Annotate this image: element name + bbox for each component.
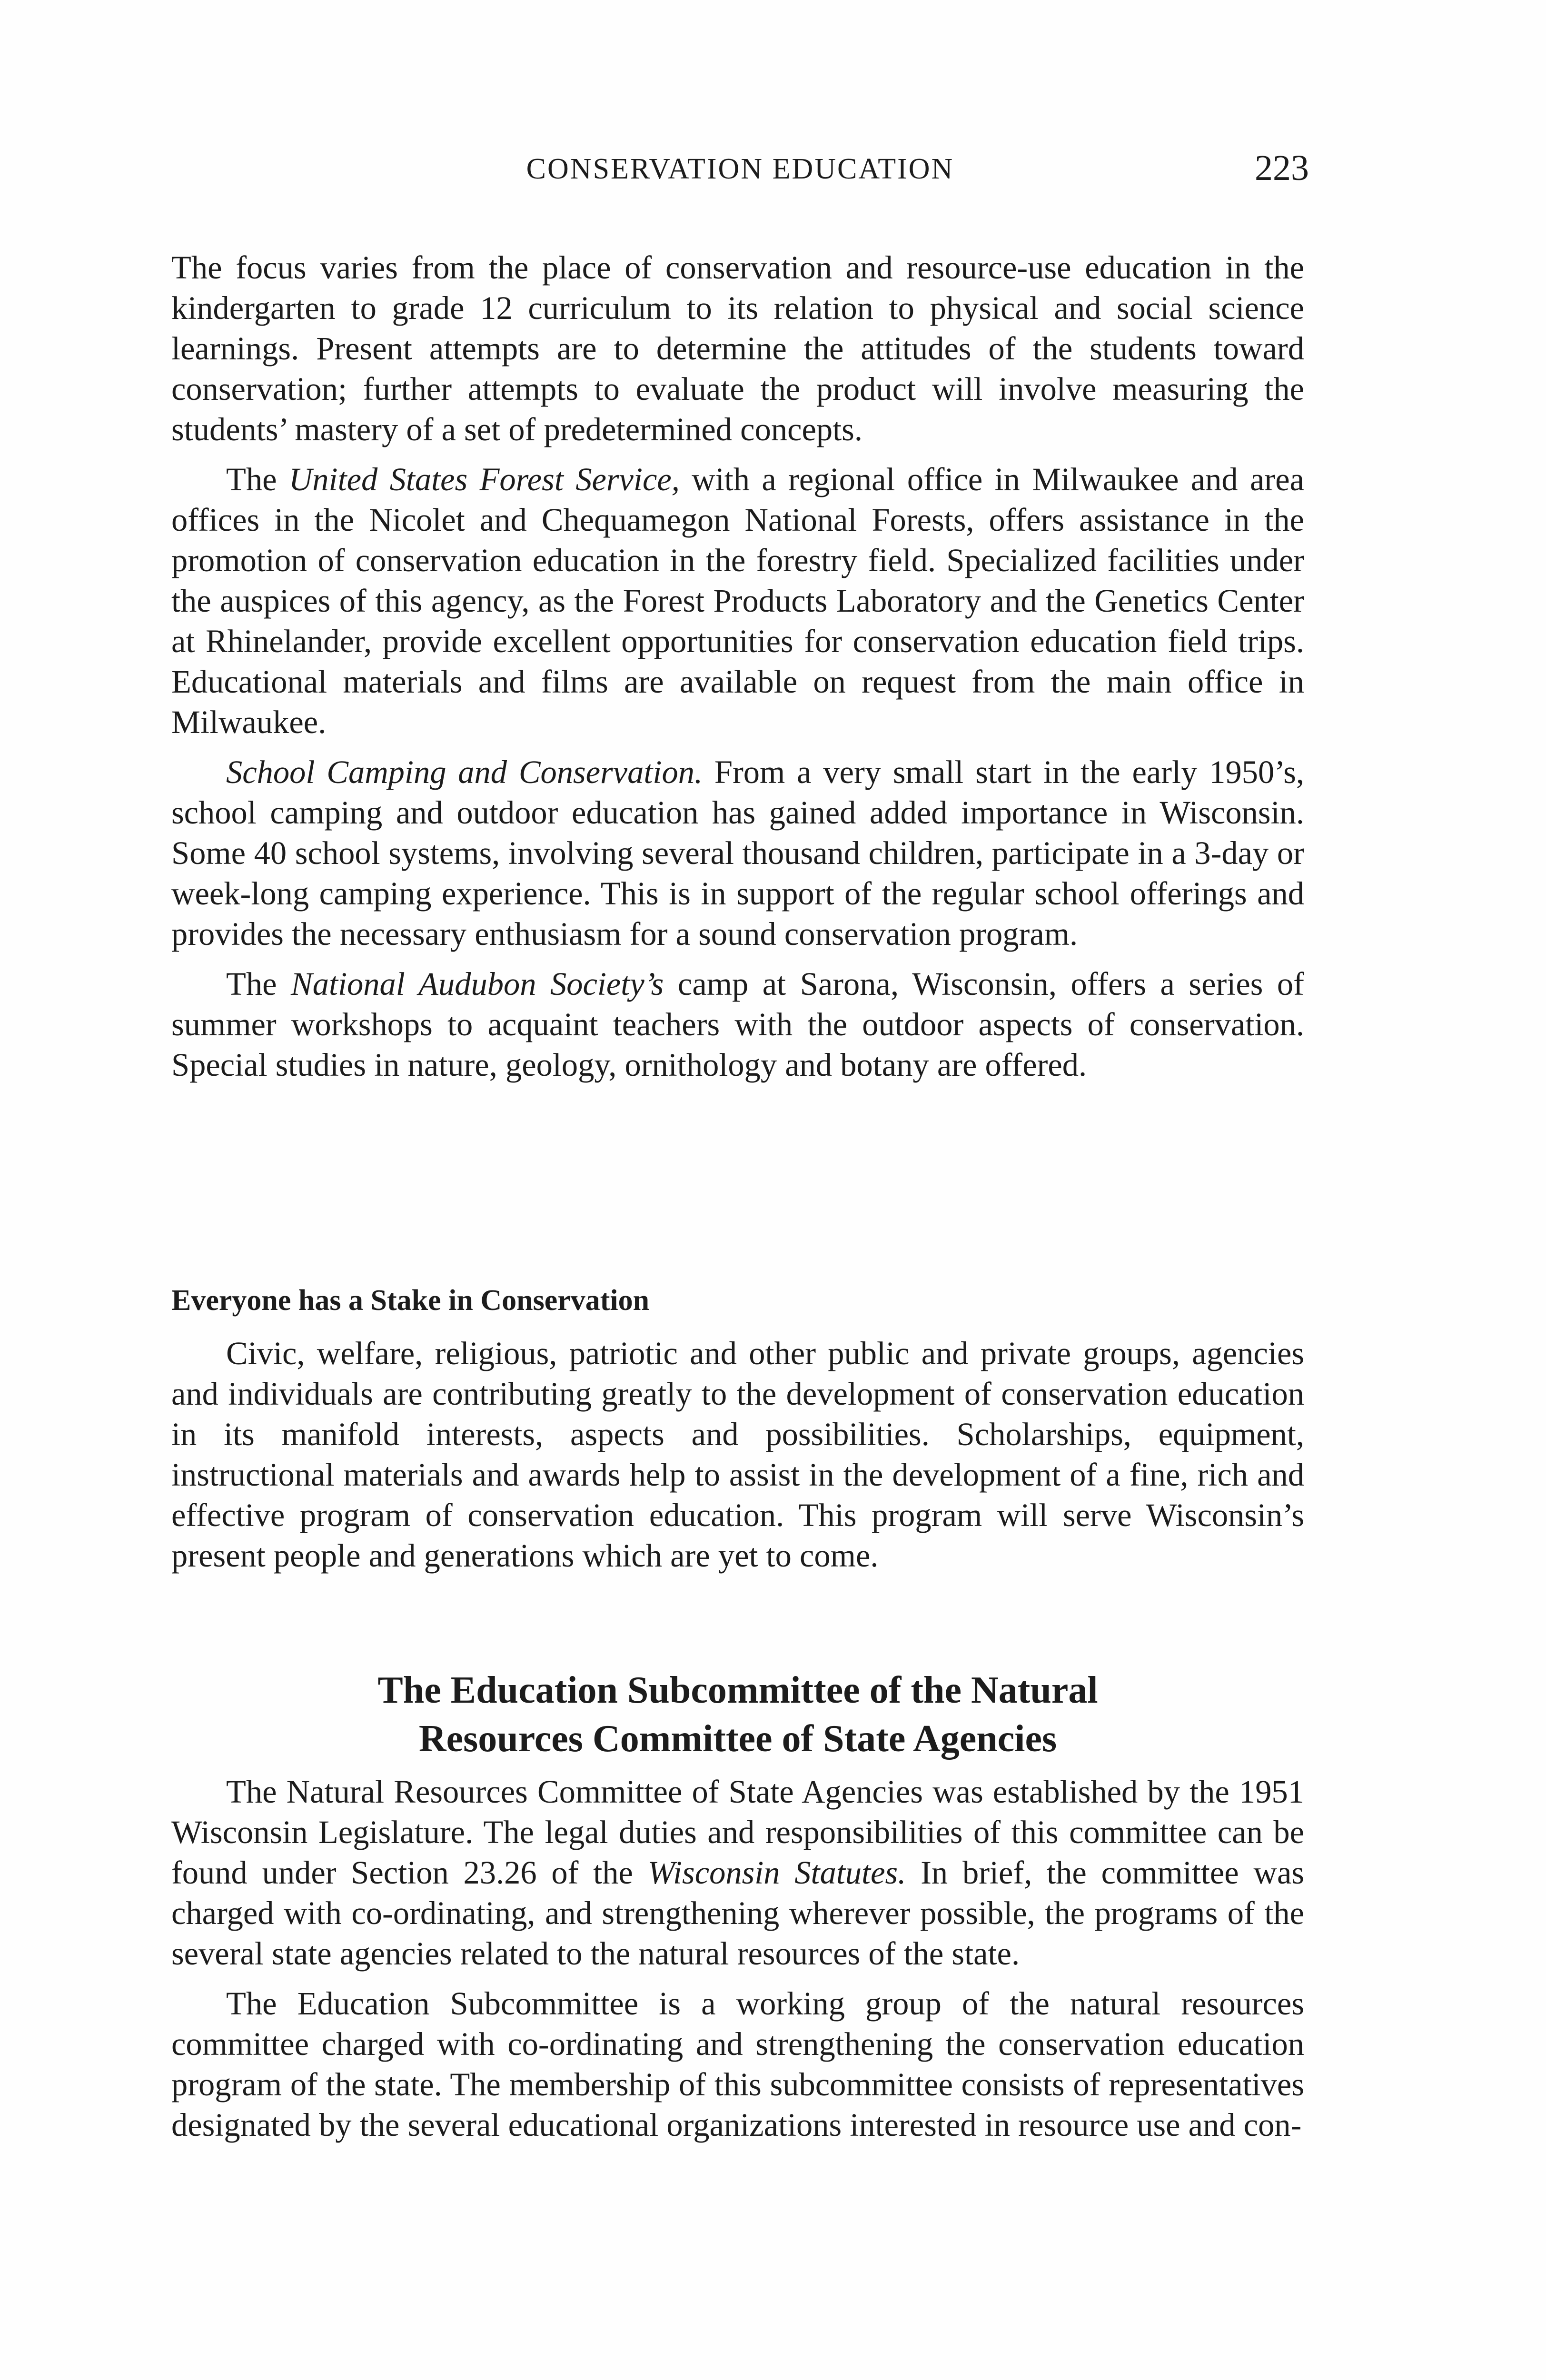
page-number: 223: [1255, 148, 1309, 188]
paragraph-body-text: with a regional office in Milwaukee and area offices in the Nicolet and Chequamegon National Forests, offers assistance in the promotion of conservation education in the forestry field. Specialized facilities under the auspices of this agency, as the Forest Products Laboratory and the Genetics Center at Rhinelander, provide excellent opportunities for conservation education field trips. Educational materials and films are available on request from the main office in Milwaukee.: [171, 461, 1305, 740]
body-text-stake: [171, 1280, 1304, 1576]
paragraph-focus: The focus varies from the place of conservation and resource-use education in the kindergarten to grade 12 curriculum to its relation to physical and social science learnings. Present attempts are to determine the attitudes of the students toward conservation; further attempts to evaluate the product will involve measuring the students’ mastery of a set of predetermined concepts.: [171, 249, 1304, 447]
subcommittee-title: [171, 1666, 1304, 1763]
paragraph-body-text: camp at Sarona, Wisconsin, offers a series of summer workshops to acquaint teachers with the outdoor aspects of conservation. Special studies in nature, geology, ornithology and botany are offered.: [171, 966, 1304, 1083]
paragraph-lead-text: The: [226, 966, 291, 1002]
paragraph-forest-service: [171, 459, 1304, 743]
subcommittee-title-line: Resources Committee of State Agencies: [418, 1718, 1057, 1760]
body-text-upper: [171, 248, 1304, 1085]
paragraph-lead-text: The Natural Resources Committee of State Agencies was established by the 1951 Wisconsin Legislature. The legal duties and responsibilities of this committee can be found under Section 23.26 of the: [171, 1774, 1304, 1891]
paragraph-body-text: From a very small start in the early 1950’s, school camping and outdoor education has gained added importance in Wisconsin. Some 40 school systems, involving several thousand children, participate in a 3-day or week-long camping experience. This is in support of the regular school offerings and provides the necessary enthusiasm for a sound conservation program.: [171, 754, 1305, 952]
paragraph-body-text: In brief, the committee was charged with co-ordinating, and strengthening wherever possible, the programs of the several state agencies related to the natural resources of the state.: [171, 1854, 1305, 1972]
running-header: [0, 143, 1546, 200]
paragraph-lead-text: The: [226, 461, 289, 497]
paragraph-committee-established: [171, 1772, 1304, 1974]
paragraph-italic-heading: School Camping and Conservation.: [226, 754, 703, 790]
paragraph-school-camping: [171, 752, 1304, 954]
paragraph-italic-name: National Audubon Society’s: [291, 966, 664, 1002]
section-heading: Everyone has a Stake in Conservation: [171, 1284, 650, 1317]
paragraph-audubon: [171, 964, 1304, 1085]
paragraph-education-subcommittee: The Education Subcommittee is a working group of the natural resources committee charged with co-ordinating and strengthening the conservation education program of the state. The membership of this subcommittee consists of representatives designated by the several educational organizations interested in resource use and con-: [171, 1985, 1304, 2143]
body-text-subcommittee: [171, 1666, 1304, 2145]
running-title: CONSERVATION EDUCATION: [526, 153, 954, 185]
paragraph-italic-name: Wisconsin Statutes.: [647, 1854, 906, 1891]
paragraph-everyone: Civic, welfare, religious, patriotic and other public and private groups, agencies and individuals are contributing greatly to the development of conservation education in its manifold interests, aspects and possibilities. Scholarships, equipment, instructional materials and awards help to assist in the development of a fine, rich and effective program of conservation education. This program will serve Wisconsin’s present people and generations which are yet to come.: [171, 1335, 1304, 1574]
paragraph-italic-name: United States Forest Service,: [288, 461, 680, 497]
subcommittee-title-line: The Education Subcommittee of the Natural: [377, 1669, 1098, 1711]
